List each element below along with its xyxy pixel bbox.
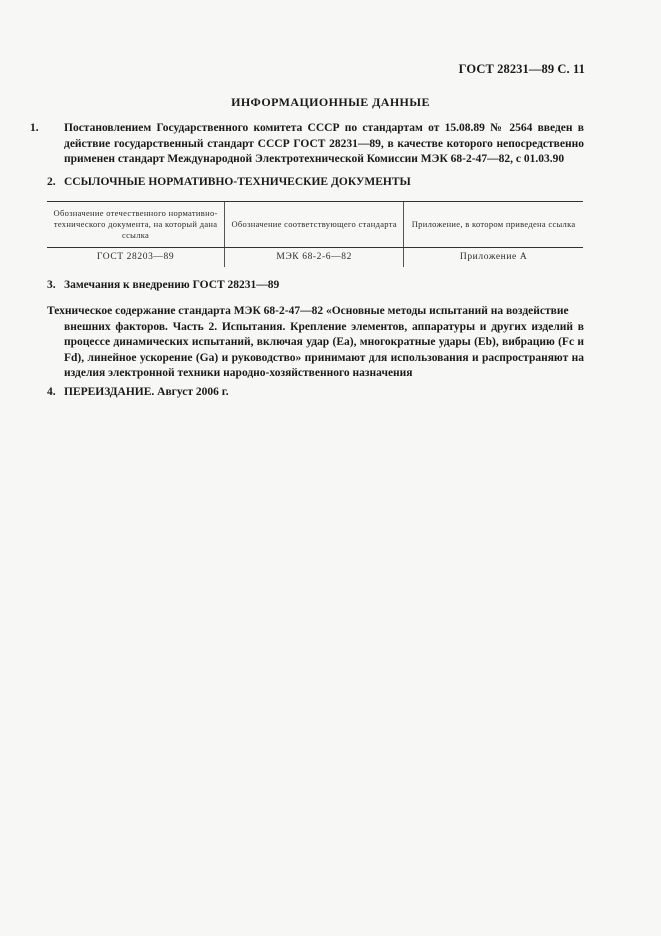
- section-3-heading: Замечания к внедрению ГОСТ 28231—89: [64, 279, 280, 291]
- section-1-number: 1.: [30, 122, 39, 134]
- section-1-block: [30, 121, 584, 168]
- section-3-paragraph-first-line: Техническое содержание стандарта МЭК 68-2-47—82 «Основные методы испытаний на воздействие: [47, 305, 569, 317]
- table-row: [47, 248, 583, 268]
- section-1-text: Постановлением Государственного комитета СССР по стандартам от 15.08.89 № 2564 введен в действие государственный стандарт СССР ГОСТ 28231—89, в качестве которого непосредственно применен стандарт Международной Электротехнической Комиссии МЭК 68-2-47—82, с 01.03.90: [64, 122, 584, 165]
- section-3-paragraph-continuation: внешних факторов. Часть 2. Испытания. Крепление элементов, аппаратуры и других изделий в процессе динамических испытаний, включая удар (Еа), многократные удары (Eb), вибрацию (Fc и Fd), линейное ускорение (Ga) и руководство» принимают для использования и распространяют на изделия электронной техники народно-хозяйственного назначения: [64, 320, 584, 379]
- table-header-domestic-doc: Обозначение отечественного нормативно-технического документа, на который дана ссылка: [47, 202, 225, 248]
- document-title: ИНФОРМАЦИОННЫЕ ДАННЫЕ: [231, 95, 430, 109]
- section-3-paragraph: [47, 304, 584, 382]
- table-header-appendix: Приложение, в котором приведена ссылка: [404, 202, 583, 248]
- section-3: [47, 278, 584, 294]
- section-4: [47, 385, 584, 401]
- table-cell-standard: МЭК 68-2-6—82: [225, 248, 404, 268]
- page-header-code: ГОСТ 28231—89 С. 11: [458, 62, 585, 76]
- section-4-number: 4.: [47, 386, 56, 398]
- section-2: [47, 175, 584, 191]
- table-cell-domestic-doc: ГОСТ 28203—89: [96, 252, 175, 262]
- table-header-row: [47, 202, 583, 248]
- section-1: [30, 121, 584, 168]
- section-2-number: 2.: [47, 176, 56, 188]
- table-header-standard: Обозначение соответствующего стандарта: [225, 202, 404, 248]
- section-4-text: ПЕРЕИЗДАНИЕ. Август 2006 г.: [64, 386, 229, 398]
- reference-documents-table: [47, 201, 583, 267]
- section-3-number: 3.: [47, 279, 56, 291]
- table-cell-appendix: Приложение А: [404, 248, 583, 268]
- section-2-heading: ССЫЛОЧНЫЕ НОРМАТИВНО-ТЕХНИЧЕСКИЕ ДОКУМЕНТЫ: [64, 176, 411, 188]
